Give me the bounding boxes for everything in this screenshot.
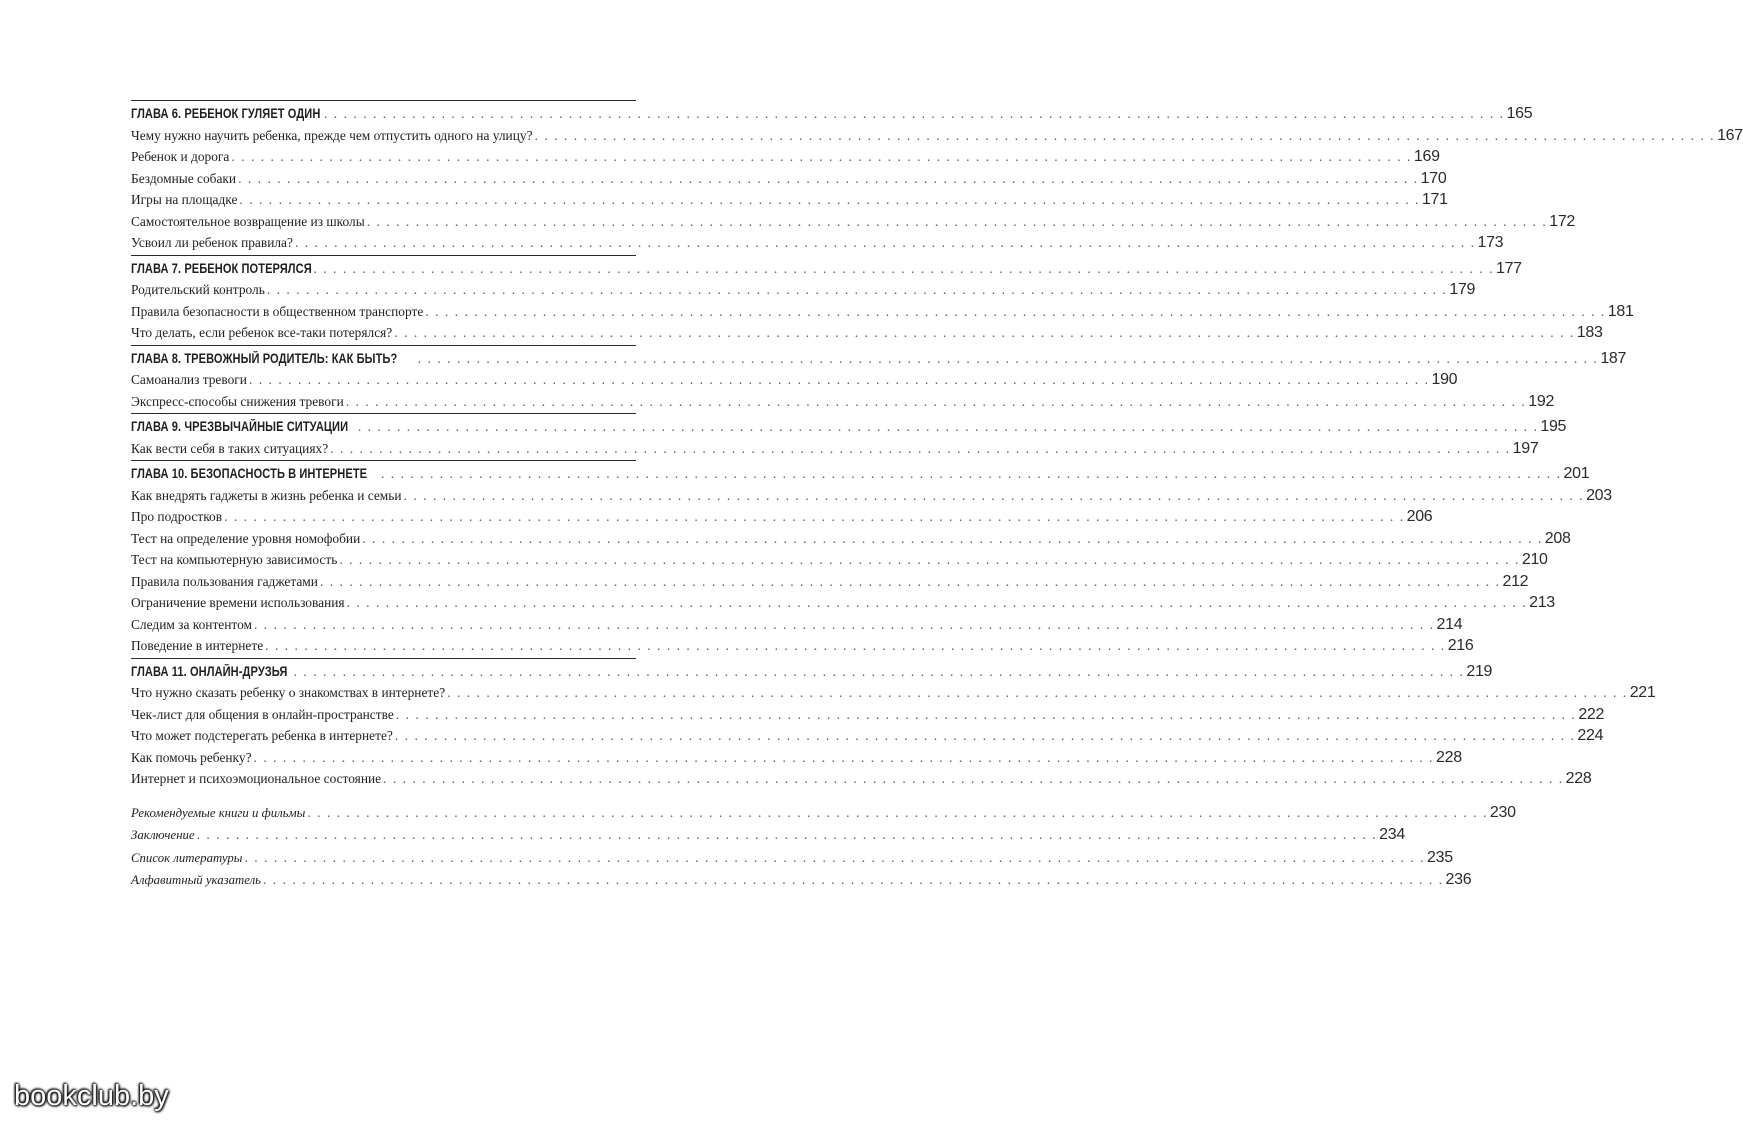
toc-chapter-row xyxy=(131,463,1590,485)
toc-chapter-row xyxy=(131,348,1627,370)
toc-entry-row xyxy=(131,614,1463,636)
page-number: 210 xyxy=(1521,551,1548,568)
page-number: 167 xyxy=(1717,126,1743,144)
toc-entry-row xyxy=(131,528,1571,550)
dot-leader xyxy=(324,103,1505,125)
entry-title: Ребенок и дорога xyxy=(131,149,230,164)
dot-leader xyxy=(404,485,1585,507)
dot-leader xyxy=(535,125,1716,147)
page-number: 212 xyxy=(1502,572,1529,590)
toc-entry-row xyxy=(131,369,1458,391)
table-of-contents xyxy=(131,103,1743,892)
dot-leader xyxy=(447,682,1628,704)
page-number: 177 xyxy=(1495,259,1522,277)
toc-chapter-row xyxy=(131,103,1533,125)
entry-title: Тест на компьютерную зависимость xyxy=(131,552,338,567)
entry-title: Как вести себя в таких ситуациях? xyxy=(131,440,329,456)
entry-title: Игры на площадке xyxy=(131,192,238,207)
entry-title: Алфавитный указатель xyxy=(131,873,261,887)
entry-title: Как помочь ребенку? xyxy=(131,749,252,765)
entry-title: Рекомендуемые книги и фильмы xyxy=(131,805,306,820)
entry-title: Следим за контентом xyxy=(131,616,252,632)
entry-title: Правила безопасности в общественном транспорте xyxy=(131,303,424,319)
chapter-title: ГЛАВА 7. РЕБЕНОК ПОТЕРЯЛСЯ xyxy=(131,260,312,276)
page-number: 228 xyxy=(1565,770,1592,787)
dot-leader xyxy=(425,301,1606,323)
dot-leader xyxy=(394,322,1575,344)
entry-title: Что может подстерегать ребенка в интернете? xyxy=(131,728,393,743)
page-number: 192 xyxy=(1528,392,1555,410)
entry-title: Что делать, если ребенок все-таки потерялся? xyxy=(131,325,393,340)
toc-entry-row xyxy=(131,301,1634,323)
dot-leader xyxy=(320,571,1501,593)
page-number: 230 xyxy=(1489,803,1516,821)
toc-entry-row xyxy=(131,211,1576,233)
toc-chapter-row xyxy=(131,258,1522,280)
page-number: 201 xyxy=(1563,465,1590,482)
page-number: 213 xyxy=(1529,594,1555,611)
entry-title: Чему нужно научить ребенка, прежде чем отпустить одного на улицу? xyxy=(131,127,533,143)
entry-title: Ограничение времени использования xyxy=(131,595,345,610)
toc-entry-row xyxy=(131,438,1539,460)
page-number: 221 xyxy=(1629,684,1656,701)
entry-title: Заключение xyxy=(131,828,195,842)
toc-entry-row xyxy=(131,322,1603,344)
entry-title: Родительский контроль xyxy=(131,282,265,297)
toc-entry-row xyxy=(131,824,1405,847)
page-number: 165 xyxy=(1506,105,1533,122)
page-number: 235 xyxy=(1427,848,1453,866)
page-number: 197 xyxy=(1512,439,1539,457)
toc-entry-row xyxy=(131,802,1516,825)
dot-leader xyxy=(254,614,1435,636)
page-number: 208 xyxy=(1544,529,1571,547)
dot-leader xyxy=(224,506,1405,528)
page-number: 170 xyxy=(1420,169,1447,187)
dot-leader xyxy=(358,416,1539,438)
entry-title: Экспресс-способы снижения тревоги xyxy=(131,393,344,409)
entry-title: Бездомные собаки xyxy=(131,170,237,186)
dot-leader xyxy=(307,802,1488,824)
dot-leader xyxy=(396,704,1577,726)
page-number: 214 xyxy=(1436,615,1463,633)
chapter-title: ГЛАВА 10. БЕЗОПАСНОСТЬ В ИНТЕРНЕТЕ xyxy=(131,466,368,481)
chapter-title: ГЛАВА 11. ОНЛАЙН-ДРУЗЬЯ xyxy=(131,663,288,679)
page-number: 171 xyxy=(1421,191,1448,208)
entry-title: Список литературы xyxy=(131,850,243,865)
dot-leader xyxy=(295,232,1476,254)
page-number: 216 xyxy=(1447,637,1474,654)
page-number: 179 xyxy=(1449,281,1476,298)
dot-leader xyxy=(238,168,1419,190)
page-number: 219 xyxy=(1466,662,1493,680)
dot-leader xyxy=(395,725,1576,747)
entry-title: Что нужно сказать ребенку о знакомствах в интернете? xyxy=(131,685,446,700)
page-number: 169 xyxy=(1413,148,1440,165)
dot-leader xyxy=(383,768,1564,790)
page-number: 203 xyxy=(1586,486,1612,504)
entry-title: Тест на определение уровня номофобии xyxy=(131,530,361,546)
entry-title: Как внедрять гаджеты в жизнь ребенка и семьи xyxy=(131,487,402,503)
entry-title: Чек-лист для общения в онлайн-пространстве xyxy=(131,706,394,722)
dot-leader xyxy=(197,824,1378,846)
page-number: 224 xyxy=(1577,727,1604,744)
toc-entry-row xyxy=(131,704,1605,726)
toc-entry-row xyxy=(131,146,1440,168)
dot-leader xyxy=(367,211,1548,233)
page-number: 187 xyxy=(1600,349,1627,367)
dot-leader xyxy=(381,463,1562,485)
page-number: 228 xyxy=(1436,748,1462,766)
page-number: 195 xyxy=(1540,418,1567,435)
toc-entry-row xyxy=(131,571,1529,593)
toc-chapter-row xyxy=(131,661,1493,683)
dot-leader xyxy=(244,847,1425,869)
entry-title: Усвоил ли ребенок правила? xyxy=(131,235,293,250)
chapter-title: ГЛАВА 8. ТРЕВОЖНЫЙ РОДИТЕЛЬ: КАК БЫТЬ? xyxy=(131,350,398,366)
dot-leader xyxy=(267,279,1448,301)
page-number: 172 xyxy=(1549,212,1576,230)
dot-leader xyxy=(284,661,1465,683)
dot-leader xyxy=(231,146,1412,168)
dot-leader xyxy=(263,869,1444,891)
toc-entry-row xyxy=(131,391,1555,413)
dot-leader xyxy=(346,391,1527,413)
page-number: 181 xyxy=(1607,302,1634,320)
dot-leader xyxy=(330,438,1511,460)
page-number: 206 xyxy=(1406,508,1433,525)
dot-leader xyxy=(418,348,1599,370)
page-number: 190 xyxy=(1431,371,1458,388)
watermark: bookclub.by xyxy=(14,1080,169,1112)
entry-title: Правила пользования гаджетами xyxy=(131,573,318,589)
entry-title: Про подростков xyxy=(131,509,223,524)
entry-title: Самостоятельное возвращение из школы xyxy=(131,213,365,229)
dot-leader xyxy=(239,189,1420,211)
toc-entry-row xyxy=(131,725,1604,747)
toc-entry-row xyxy=(131,549,1548,571)
toc-entry-row xyxy=(131,869,1472,892)
dot-leader xyxy=(339,549,1520,571)
entry-title: Самоанализ тревоги xyxy=(131,372,247,387)
entry-title: Интернет и психоэмоциональное состояние xyxy=(131,771,382,786)
toc-entry-row xyxy=(131,747,1462,769)
toc-entry-row xyxy=(131,635,1474,657)
toc-entry-row xyxy=(131,506,1433,528)
toc-entry-row xyxy=(131,168,1447,190)
entry-title: Поведение в интернете xyxy=(131,638,264,653)
toc-entry-row xyxy=(131,232,1504,254)
dot-leader xyxy=(362,528,1543,550)
page-number: 236 xyxy=(1445,871,1472,888)
toc-chapter-row xyxy=(131,416,1567,438)
toc-entry-row xyxy=(131,279,1476,301)
toc-entry-row xyxy=(131,847,1453,870)
dot-leader xyxy=(313,258,1494,280)
page-number: 183 xyxy=(1576,324,1603,341)
toc-entry-row xyxy=(131,189,1448,211)
toc-entry-row xyxy=(131,125,1743,147)
page-number: 173 xyxy=(1477,234,1504,251)
dot-leader xyxy=(254,747,1435,769)
chapter-title: ГЛАВА 6. РЕБЕНОК ГУЛЯЕТ ОДИН xyxy=(131,106,321,121)
page-number: 222 xyxy=(1578,705,1605,723)
toc-entry-row xyxy=(131,592,1555,614)
dot-leader xyxy=(347,592,1528,614)
toc-entry-row xyxy=(131,682,1656,704)
page-number: 234 xyxy=(1379,826,1405,843)
toc-entry-row xyxy=(131,485,1612,507)
dot-leader xyxy=(265,635,1446,657)
chapter-title: ГЛАВА 9. ЧРЕЗВЫЧАЙНЫЕ СИТУАЦИИ xyxy=(131,419,349,434)
dot-leader xyxy=(249,369,1430,391)
toc-entry-row xyxy=(131,768,1592,790)
